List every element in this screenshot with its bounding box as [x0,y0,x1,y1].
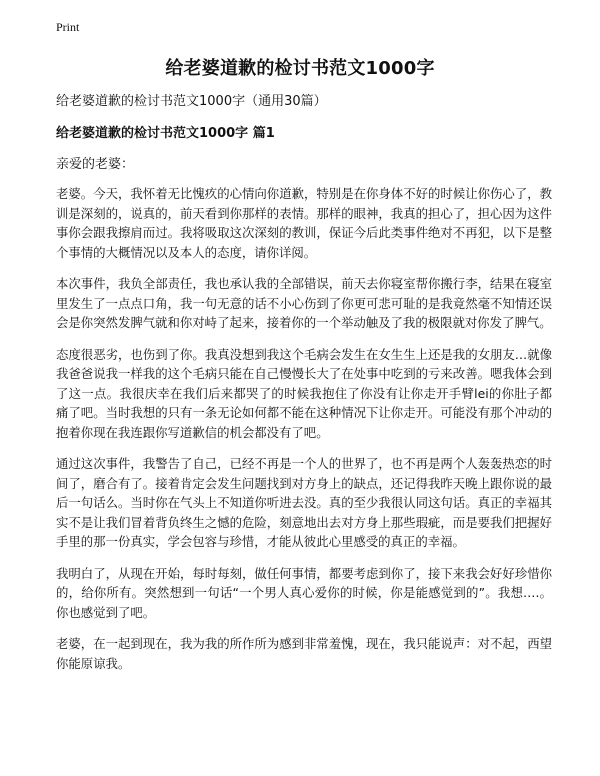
paragraph-5: 我明白了，从现在开始，每时每刻，做任何事情，都要考虑到你了，接下来我会好好珍惜你的，给你所有。突然想到一句话“一个男人真心爱你的时候，你是能感觉到的”。我想….。你也感觉到了吧。 [56,565,552,620]
greeting-line: 亲爱的老婆： [56,157,135,172]
document-title: 给老婆道歉的检讨书范文1000字 [165,58,435,79]
paragraph-3: 态度很恶劣，也伤到了你。我真没想到我这个毛病会发生在女生生上还是我的女朋友…就像我爸爸说我一样我的这个毛病只能在自己慢慢长大了在处事中吃到的亏来改善。嗯我体会到了这一点。我很庆幸在我们后来都哭了的时候我抱住了你没有让你走开手臂lei的你肚子都痛了吧。当时我想的只有一条无论如何都不能在这种情况下让你走开。可能没有那个冲动的抱着你现在我连跟你写道歉信的机会都没有了吧。 [56,346,552,440]
paragraph-6: 老婆，在一起到现在，我为我的所作所为感到非常羞愧，现在，我只能说声：对不起，西望你能原谅我。 [56,636,552,671]
document-subtitle: 给老婆道歉的检讨书范文1000字（通用30篇） [56,94,327,109]
paragraph-1: 老婆。今天，我怀着无比愧疚的心情向你道歉，特别是在你身体不好的时候让你伤心了，教训是深刻的，说真的，前天看到你那样的表情。那样的眼神，我真的担心了，担心因为这件事你会跟我擦肩而过。我将吸取这次深刻的教训，保证今后此类事件绝对不再犯，以下是整个事情的大概情况以及本人的态度，请你详阅。 [56,186,552,260]
document-body [56,92,552,685]
paragraph-4: 通过这次事件，我警告了自己，已经不再是一个人的世界了，也不再是两个人轰轰热恋的时间了，磨合有了。接着肯定会发生问题找到对方身上的缺点，还记得我昨天晚上跟你说的最后一句话么。当时你在气头上不知道你听进去没。真的至少我很认同这句话。真正的幸福其实不是让我们冒着背负终生之憾的危险，刻意地出去对方身上那些瑕疵，而是要我们把握好手里的那一份真实，学会包容与珍惜，才能从彼此心里感受的真正的幸福。 [56,456,552,549]
section-heading: 给老婆道歉的检讨书范文1000字 篇1 [56,126,275,141]
print-link[interactable]: Print [56,20,80,34]
paragraph-2: 本次事件，我负全部责任，我也承认我的全部错误，前天去你寝室帮你搬行李，结果在寝室里发生了一点点口角，我一句无意的话不小心伤到了你更可悲可耻的是我竟然毫不知情还误会是你突然发脾气就和你对峙了起来，接着你的一个举动触及了我的极限就对你发了脾气。 [56,276,552,330]
